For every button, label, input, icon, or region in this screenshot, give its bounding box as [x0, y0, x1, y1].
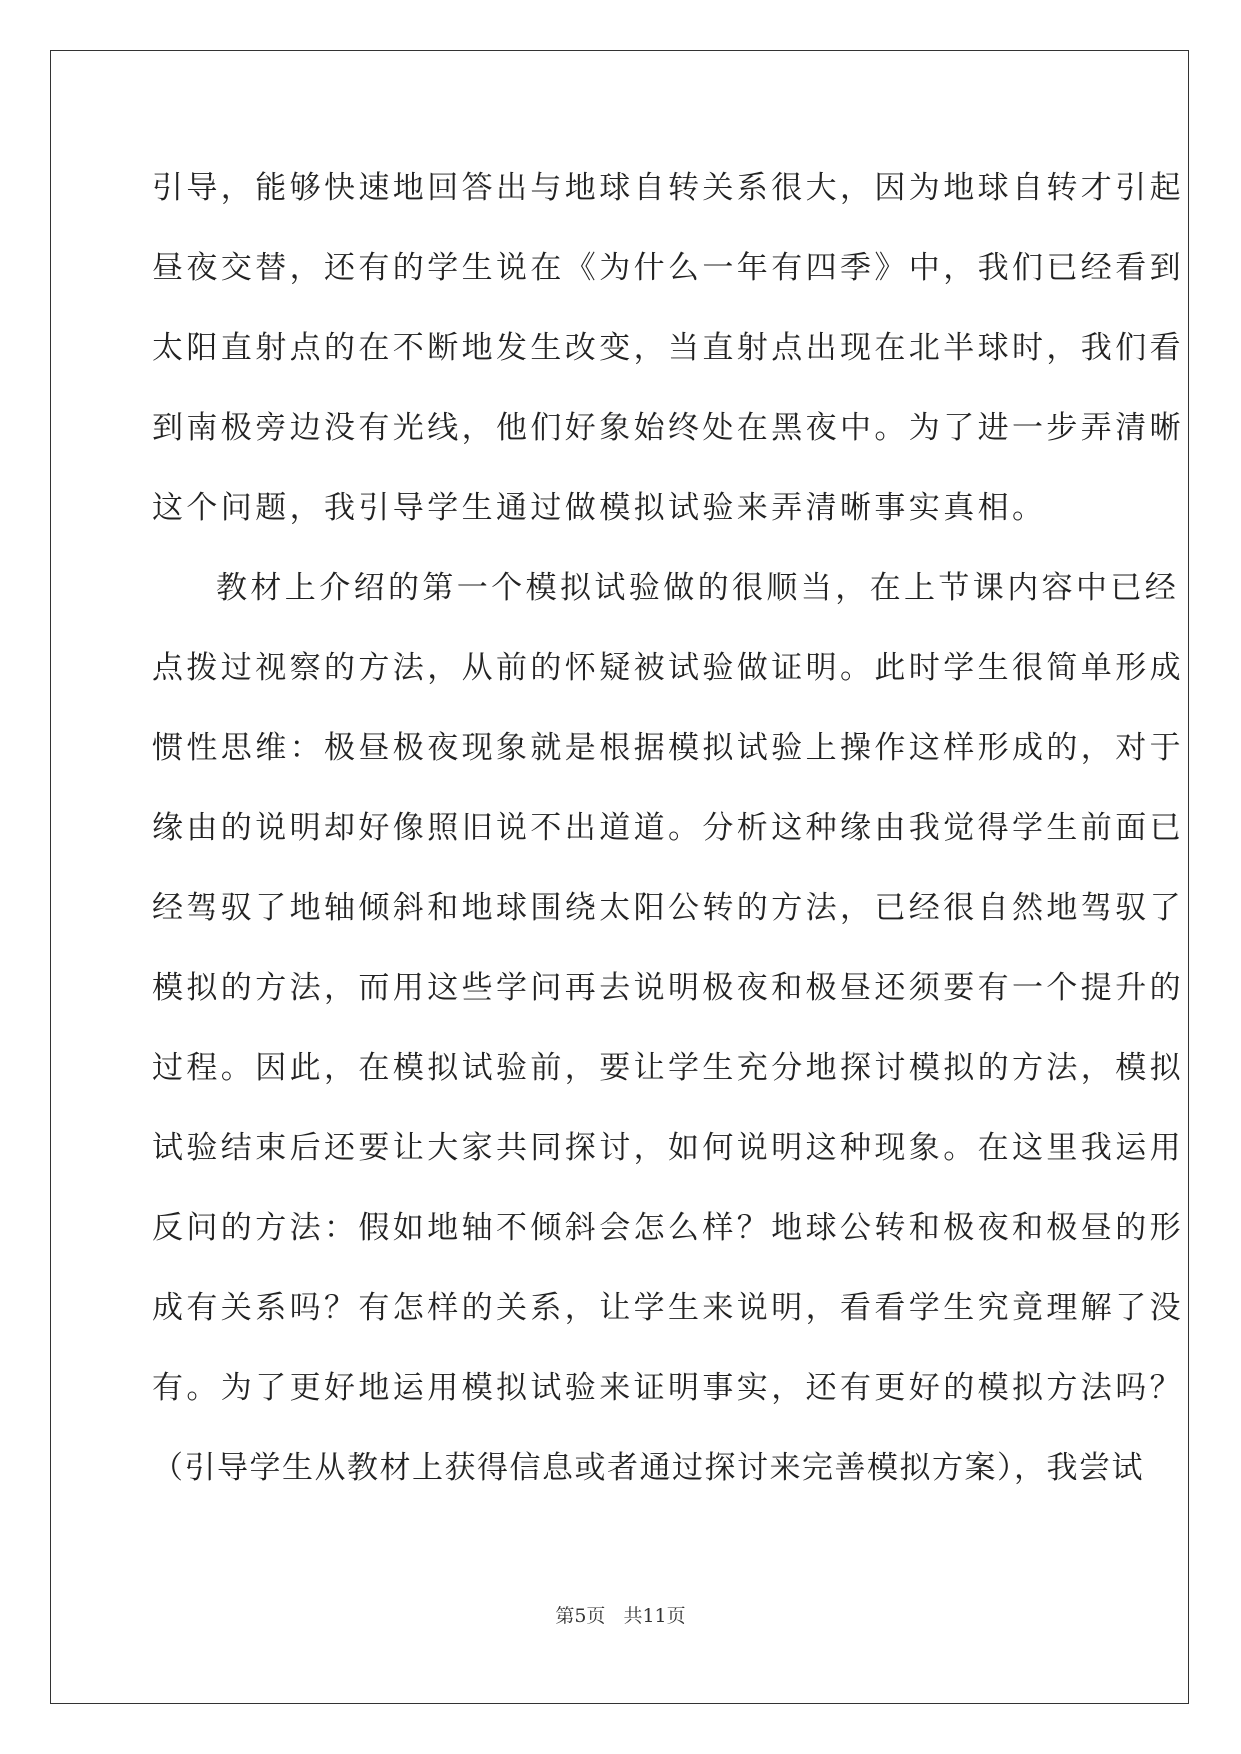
- text-line: 过程。因此，在模拟试验前，要让学生充分地探讨模拟的方法，模拟: [152, 1050, 1184, 1086]
- text-line: 昼夜交替，还有的学生说在《为什么一年有四季》中，我们已经看到: [152, 250, 1184, 286]
- text-line: 成有关系吗？有怎样的关系，让学生来说明，看看学生究竟理解了没: [152, 1290, 1184, 1326]
- page-footer: [0, 1604, 1241, 1628]
- text-line: 反问的方法：假如地轴不倾斜会怎么样？地球公转和极夜和极昼的形: [152, 1210, 1184, 1246]
- text-line: 试验结束后还要让大家共同探讨，如何说明这种现象。在这里我运用: [152, 1130, 1184, 1166]
- text-line: 点拨过视察的方法，从前的怀疑被试验做证明。此时学生很简单形成: [152, 650, 1184, 686]
- text-line: 引导，能够快速地回答出与地球自转关系很大，因为地球自转才引起: [152, 170, 1184, 206]
- current-page-number: 第5页: [555, 1605, 606, 1627]
- paragraph-start-line: 教材上介绍的第一个模拟试验做的很顺当，在上节课内容中已经: [216, 570, 1180, 606]
- text-line: 太阳直射点的在不断地发生改变，当直射点出现在北半球时，我们看: [152, 330, 1184, 366]
- text-line: （引导学生从教材上获得信息或者通过探讨来完善模拟方案），我尝试: [152, 1450, 1144, 1486]
- document-body: [152, 160, 1184, 1520]
- text-line: 缘由的说明却好像照旧说不出道道。分析这种缘由我觉得学生前面已: [152, 810, 1184, 846]
- text-line: 模拟的方法，而用这些学问再去说明极夜和极昼还须要有一个提升的: [152, 970, 1184, 1006]
- text-line: 到南极旁边没有光线，他们好象始终处在黑夜中。为了进一步弄清晰: [152, 410, 1184, 446]
- text-line: 有。为了更好地运用模拟试验来证明事实，还有更好的模拟方法吗？: [152, 1370, 1184, 1406]
- text-line: 这个问题，我引导学生通过做模拟试验来弄清晰事实真相。: [152, 490, 1047, 526]
- text-line: 惯性思维：极昼极夜现象就是根据模拟试验上操作这样形成的，对于: [152, 730, 1184, 766]
- total-pages: 共11页: [623, 1605, 686, 1627]
- text-line: 经驾驭了地轴倾斜和地球围绕太阳公转的方法，已经很自然地驾驭了: [152, 890, 1184, 926]
